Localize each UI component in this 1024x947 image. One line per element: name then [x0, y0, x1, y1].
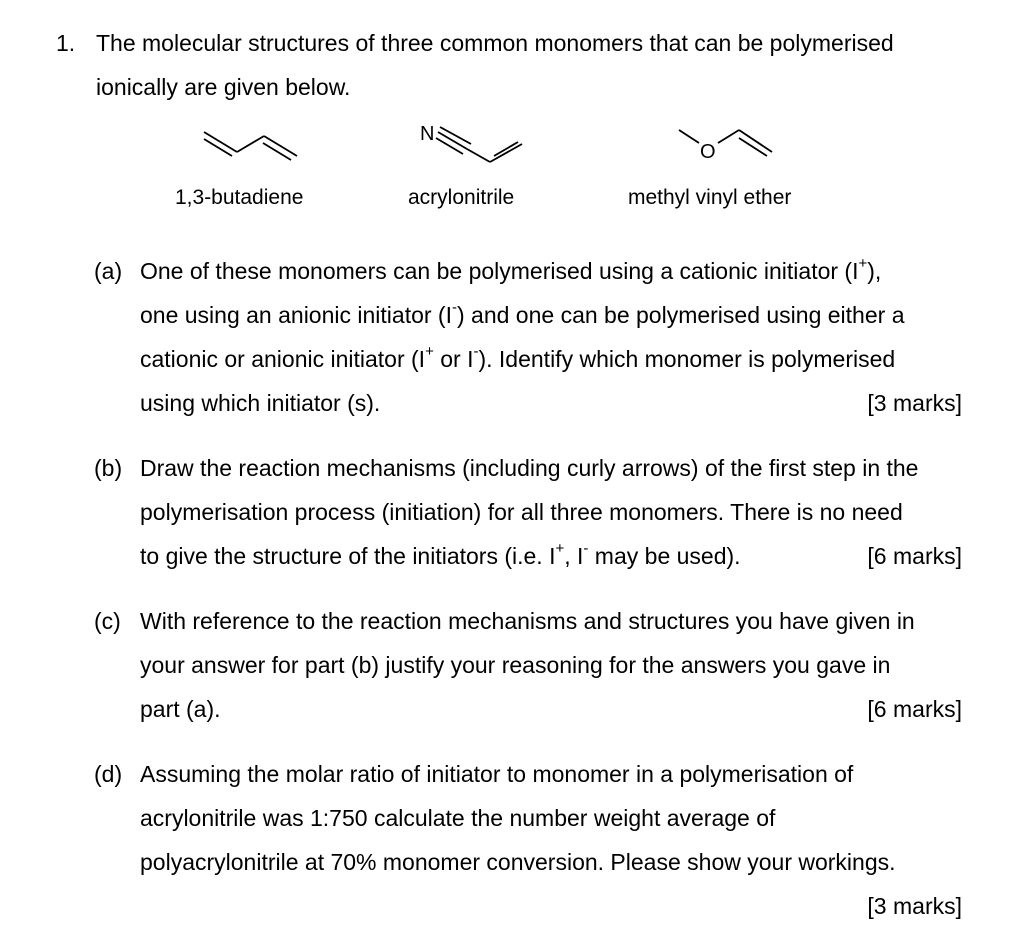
part-b-line-1: Draw the reaction mechanisms (including curly arrows) of the first step in the [140, 455, 919, 481]
part-c-line-3: part (a). [140, 696, 221, 722]
part-a-line-3: cationic or anionic initiator (I+ or I-). Identify which monomer is polymerised [140, 343, 896, 372]
monomer-structures [0, 110, 1024, 180]
part-a-label: (a) [94, 258, 123, 284]
part-a-line-1: One of these monomers can be polymerised using a cationic initiator (I+), [140, 255, 882, 284]
part-c-line-2: your answer for part (b) justify your reasoning for the answers you gave in [140, 652, 891, 678]
question-number: 1. [56, 30, 76, 56]
part-d-line-2: acrylonitrile was 1:750 calculate the number weight average of [140, 805, 776, 831]
methyl-vinyl-ether-structure [679, 130, 772, 156]
part-c-marks: [6 marks] [867, 696, 962, 722]
monomer-name-acrylonitrile: acrylonitrile [408, 186, 515, 209]
part-b-marks: [6 marks] [867, 543, 962, 569]
part-b-line-2: polymerisation process (initiation) for all three monomers. There is no need [140, 499, 903, 525]
part-c-line-1: With reference to the reaction mechanisms and structures you have given in [140, 608, 915, 634]
part-c-label: (c) [94, 608, 121, 634]
part-a-marks: [3 marks] [867, 390, 962, 416]
monomer-name-methyl-vinyl-ether: methyl vinyl ether [628, 186, 792, 209]
oxygen-atom-label: O [700, 141, 716, 163]
nitrogen-atom-label: N [420, 123, 435, 145]
part-b-label: (b) [94, 455, 123, 481]
part-d-label: (d) [94, 761, 123, 787]
butadiene-structure [204, 132, 297, 160]
part-a-line-4: using which initiator (s). [140, 390, 381, 416]
monomer-name-butadiene: 1,3-butadiene [175, 186, 304, 209]
part-a-line-2: one using an anionic initiator (I-) and one can be polymerised using either a [140, 299, 905, 328]
question-intro-line-1: The molecular structures of three common monomers that can be polymerised [96, 30, 894, 56]
part-b-line-3: to give the structure of the initiators (i.e. I+, I- may be used). [140, 540, 741, 569]
part-d-line-3: polyacrylonitrile at 70% monomer conversion. Please show your workings. [140, 849, 896, 875]
question-intro-line-2: ionically are given below. [96, 74, 351, 100]
part-d-line-1: Assuming the molar ratio of initiator to monomer in a polymerisation of [140, 761, 854, 787]
acrylonitrile-structure [436, 127, 522, 162]
part-d-marks: [3 marks] [867, 893, 962, 919]
